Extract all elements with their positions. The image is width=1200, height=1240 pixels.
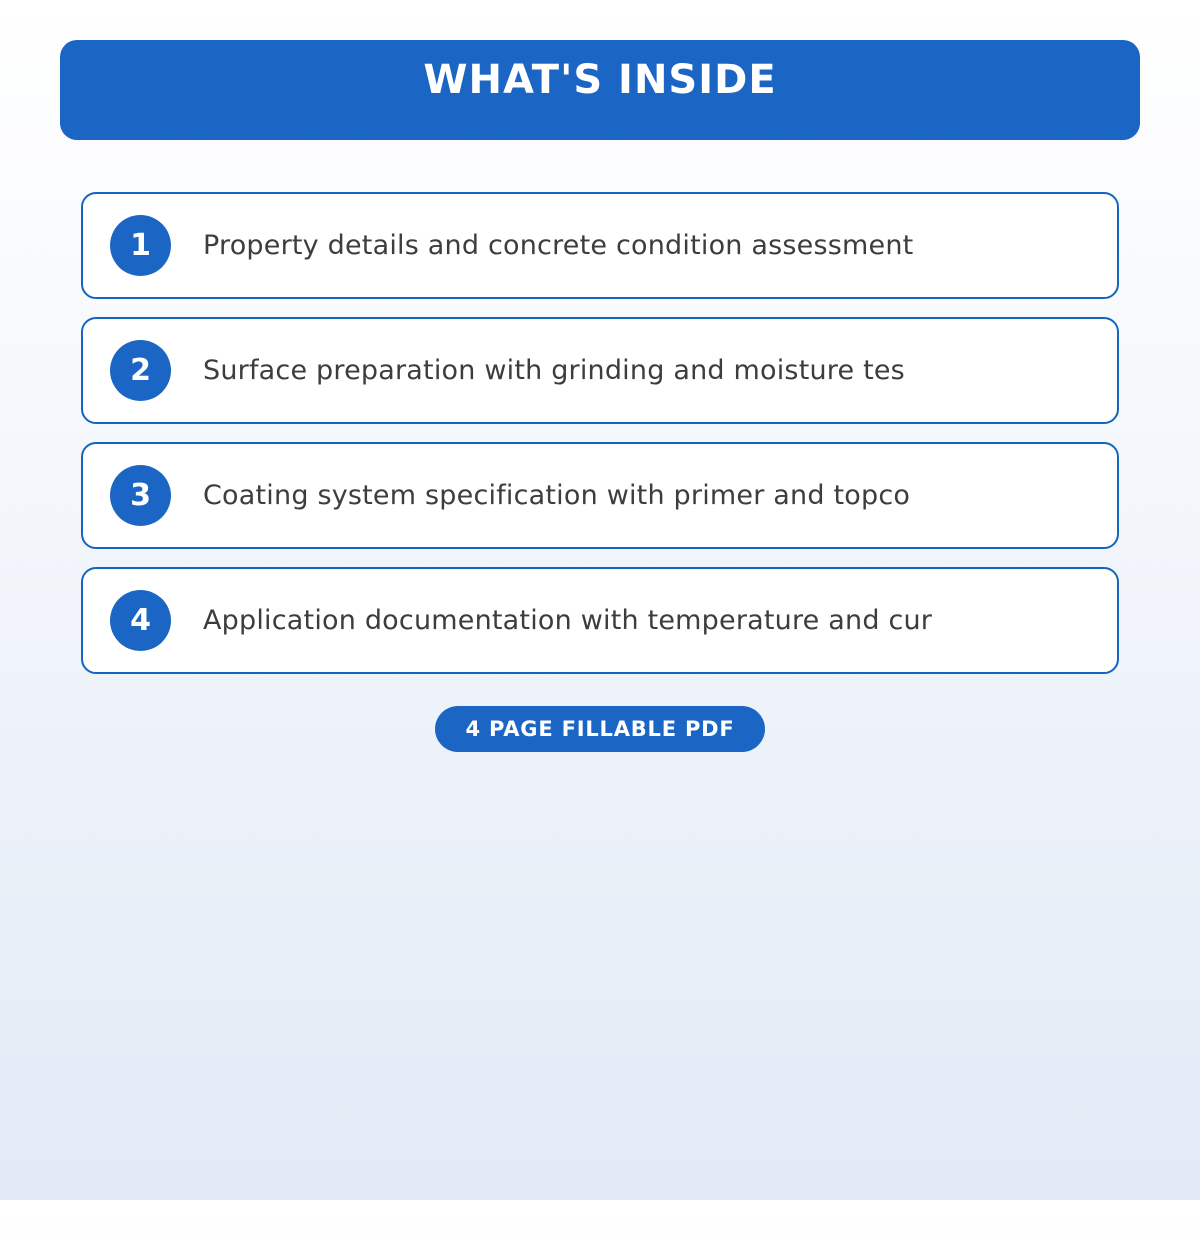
item-number-badge: 2 <box>110 340 171 401</box>
item-number-badge: 3 <box>110 465 171 526</box>
item-text: Surface preparation with grinding and moisture tes <box>203 355 905 386</box>
item-number-badge: 1 <box>110 215 171 276</box>
page-title: WHAT'S INSIDE <box>423 57 777 103</box>
contents-list <box>81 192 1119 674</box>
list-item <box>81 567 1119 674</box>
item-number-badge: 4 <box>110 590 171 651</box>
promo-graphic <box>0 40 1200 752</box>
badge-row <box>0 706 1200 752</box>
item-text: Application documentation with temperature and cur <box>203 605 933 636</box>
list-item <box>81 317 1119 424</box>
list-item <box>81 442 1119 549</box>
item-text: Coating system specification with primer and topco <box>203 480 911 511</box>
page-count-badge: 4 PAGE FILLABLE PDF <box>435 706 764 752</box>
item-text: Property details and concrete condition assessment <box>203 230 914 261</box>
list-item <box>81 192 1119 299</box>
header-banner <box>60 40 1140 140</box>
